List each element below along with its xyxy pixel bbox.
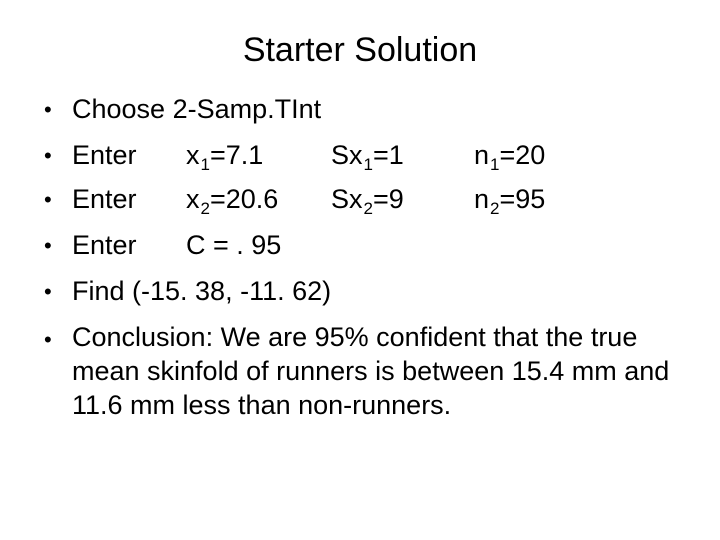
enter-label: Enter: [72, 230, 137, 260]
enter-label: Enter: [72, 184, 137, 214]
list-item: [0, 138, 720, 178]
list-item-text: Choose 2-Samp.TInt: [72, 94, 322, 124]
bullet-dot: •: [44, 279, 52, 304]
list-item: [0, 182, 720, 222]
std-dev-2: $Sx_2=9$: [331, 184, 404, 218]
bullet-dot: •: [44, 233, 52, 258]
list-item: [0, 274, 720, 314]
interval-result: Find (-15. 38, -11. 62): [72, 276, 332, 306]
bullet-dot: •: [44, 97, 52, 122]
conclusion-text: Conclusion: We are 95% confident that the true mean skinfold of runners is between 15.4 mm and 11.6 mm less than non-runners.: [72, 322, 670, 420]
slide-title: Starter Solution: [242, 31, 478, 69]
sample-size-1: $n_1=20$: [474, 140, 546, 174]
std-dev-1: $Sx_1=1$: [331, 140, 404, 174]
mean-1: $x_1=7.1$: [186, 140, 264, 174]
confidence-level: C = . 95: [186, 230, 282, 260]
bullet-dot: •: [44, 143, 52, 168]
mean-2: $x_2=20.6$: [186, 184, 279, 218]
sample-size-2: $n_2=95$: [474, 184, 546, 218]
enter-label: Enter: [72, 140, 137, 170]
bullet-dot: •: [44, 187, 52, 212]
list-item: [0, 228, 720, 268]
list-item: [0, 92, 720, 132]
bullet-dot: •: [44, 327, 52, 352]
